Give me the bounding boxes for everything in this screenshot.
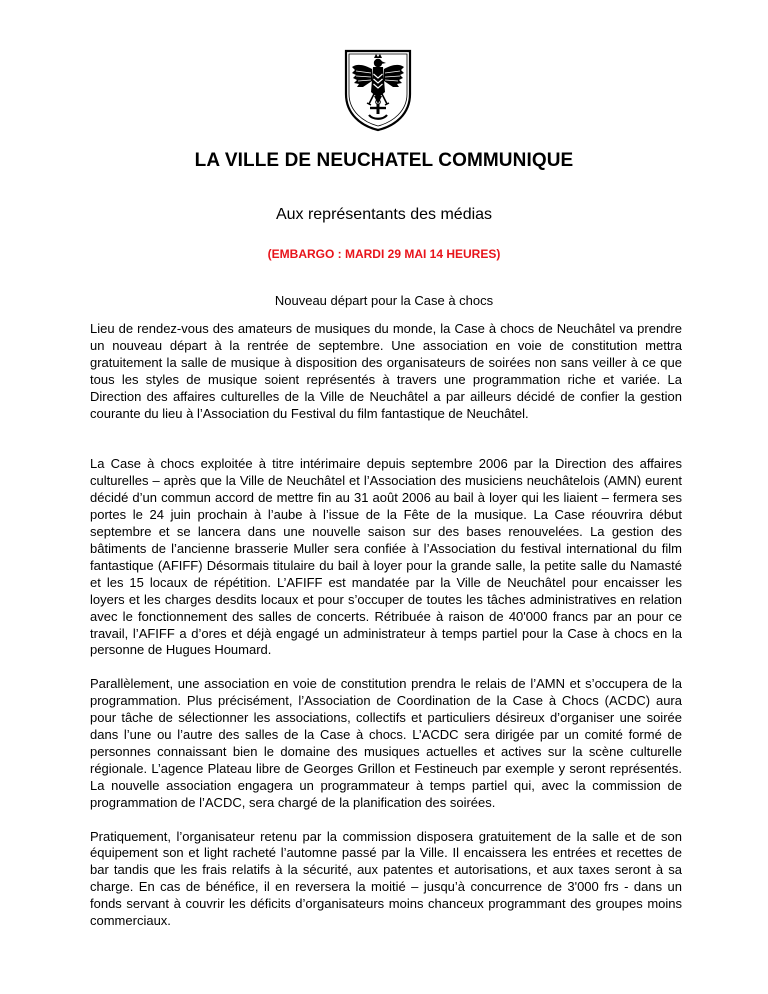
neuchatel-coat-of-arms-icon (343, 48, 413, 132)
page-subtitle: Aux représentants des médias (275, 206, 493, 223)
article-paragraph: La Case à chocs exploitée à titre intérimaire depuis septembre 2006 par la Direction des affaires culturelles – après que la Ville de Neuchâtel et l’Association des musiciens neuchâtelois (AMN) eurent décidé d’un commun accord de mettre fin au 31 août 2006 au bail à loyer qui les liaient – fermera ses portes le 24 juin prochain à l’aube à l’issue de la Fête de la musique. La Case réouvrira début septembre et se lancera dans une nouvelle saison sur des bases renouvelées. La gestion des bâtiments de l’ancienne brasserie Muller sera confiée à l’Association du festival international du film fantastique (AFIFF) Désormais titulaire du bail à loyer pour la grande salle, la petite salle du Namasté et les 15 locaux de répétition. L’AFIFF est mandatée par la Ville de Neuchâtel pour encaisser les loyers et les charges desdits locaux et pour s’occuper de toutes les tâches administratives en relation avec le fonctionnement des salles de concerts. Rétribuée à raison de 40'000 francs par an pour ce travail, l’AFIFF a d’ores et déjà engagé un administrateur à temps partiel pour la Case à chocs en la personne de Hugues Houmard. (90, 456, 682, 658)
article-paragraph: Parallèlement, une association en voie de constitution prendra le relais de l’AMN et s’occupera de la programmation. Plus précisément, l’Association de Coordination de la Case à Chocs (ACDC) aura pour tâche de sélectionner les associations, collectifs et particuliers désireux d’organiser une soirée dans l’une ou l’autre des salles de la Case à chocs. L’ACDC sera dirigée par un comité formé de personnes connaissant bien le domaine des musiques actuelles et actives sur la scène culturelle régionale. L’agence Plateau libre de Georges Grillon et Festineuch par exemple y seront représentés. La nouvelle association engagera un programmateur à temps partiel qui, avec la commission de programmation de l’ACDC, sera chargé de la planification des soirées. (90, 676, 682, 810)
article-headline: Nouveau départ pour la Case à chocs (274, 293, 494, 308)
article-body (90, 321, 682, 930)
embargo-notice: (EMBARGO : MARDI 29 MAI 14 HEURES) (267, 247, 501, 261)
article-paragraph: Lieu de rendez-vous des amateurs de musiques du monde, la Case à chocs de Neuchâtel va prendre un nouveau départ à la rentrée de septembre. Une association en voie de constitution mettra gratuitement la salle de musique à disposition des organisateurs de soirées non sans veiller à ce que tous les styles de musique soient représentés à travers une programmation riche et variée. La Direction des affaires culturelles de la Ville de Neuchâtel a par ailleurs décidé de confier la gestion courante du lieu à l’Association du Festival du film fantastique de Neuchâtel. (90, 321, 682, 421)
page-title: LA VILLE DE NEUCHATEL COMMUNIQUE (194, 150, 574, 171)
article-paragraph: Pratiquement, l’organisateur retenu par la commission disposera gratuitement de la salle et de son équipement son et light racheté l’automne passé par la Ville. Il encaissera les entrées et recettes de bar tandis que les frais relatifs à la sécurité, aux patentes et autorisations, et aux taxes seront à sa charge. En cas de bénéfice, il en reversera la moitié – jusqu’à concurrence de 3'000 frs - dans un fonds servant à couvrir les déficits d’organisateurs moins chanceux programmant des groupes moins commerciaux. (90, 828, 682, 929)
